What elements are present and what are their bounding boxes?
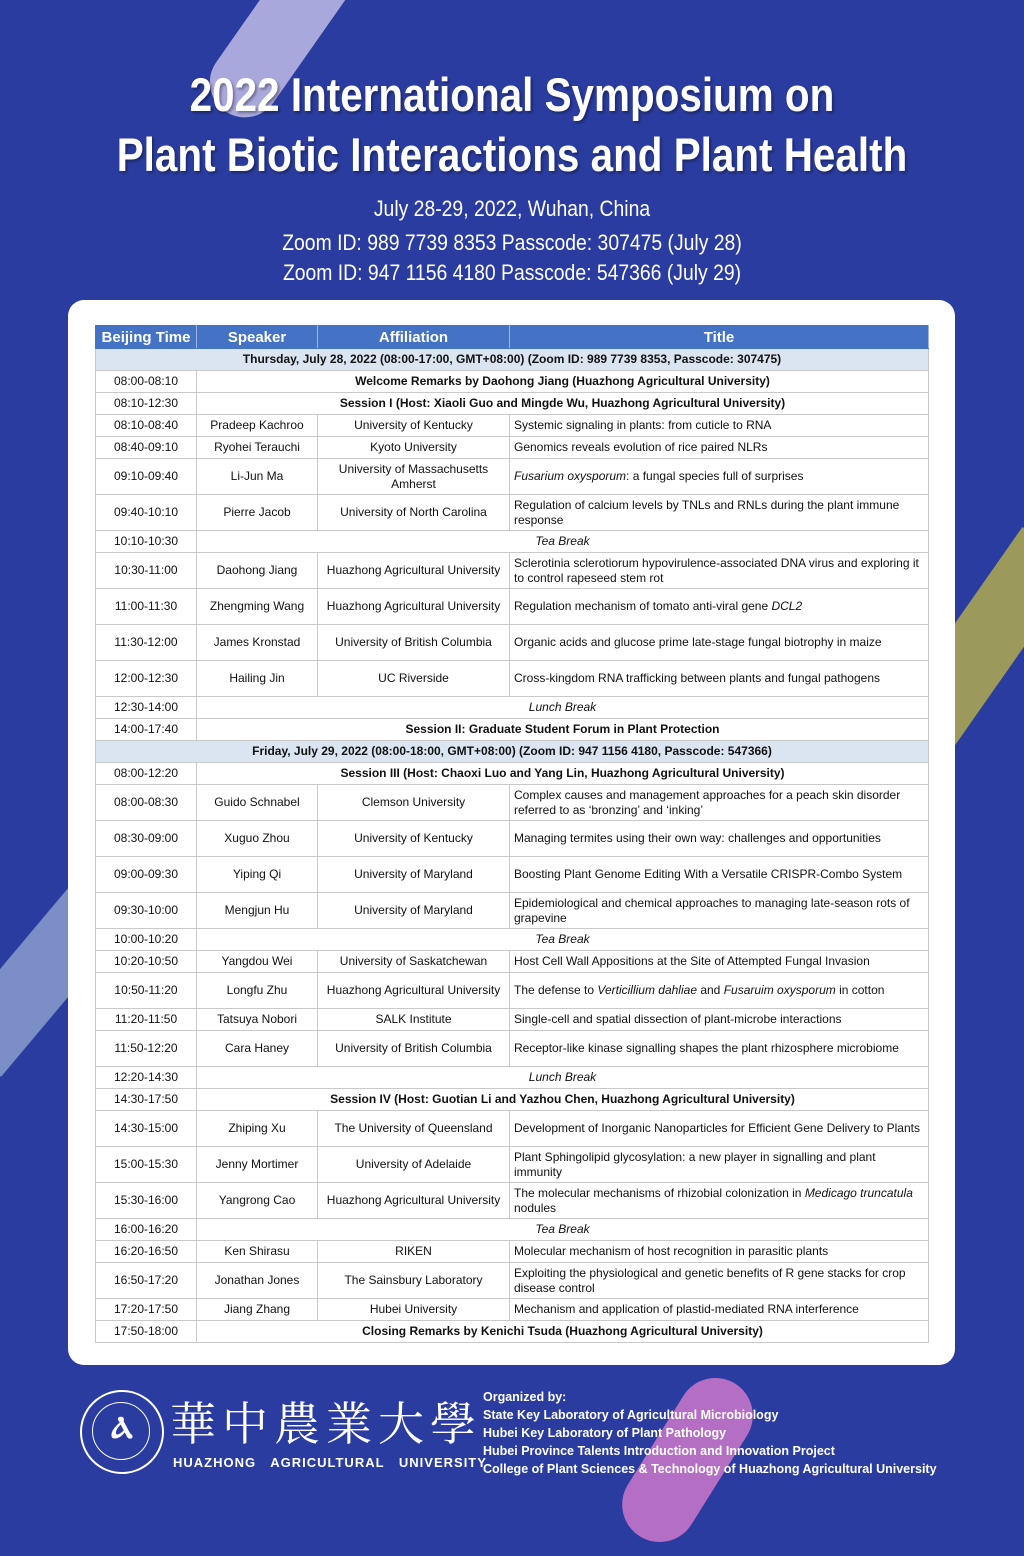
affiliation-cell: The University of Queensland: [318, 1111, 510, 1147]
talk-row: [96, 785, 929, 821]
time-cell: 15:30-16:00: [96, 1183, 197, 1219]
session-label: Session II: Graduate Student Forum in Plant Protection: [197, 719, 929, 741]
time-cell: 11:50-12:20: [96, 1031, 197, 1067]
session-label: Session IV (Host: Guotian Li and Yazhou Chen, Huazhong Agricultural University): [197, 1089, 929, 1111]
title-text: Regulation of calcium levels by TNLs and RNLs during the plant immune response: [514, 497, 900, 527]
title-cell: [510, 625, 929, 661]
time-cell: 10:20-10:50: [96, 951, 197, 973]
title-cell: [510, 589, 929, 625]
time-cell: 08:00-12:20: [96, 763, 197, 785]
talk-row: [96, 951, 929, 973]
speaker-cell: Li-Jun Ma: [197, 459, 318, 495]
column-header-speaker: Speaker: [197, 326, 318, 349]
speaker-cell: Longfu Zhu: [197, 973, 318, 1009]
title-text: Plant Sphingolipid glycosylation: a new player in signalling and plant immunity: [514, 1149, 876, 1179]
title-cell: [510, 1263, 929, 1299]
title-cell: [510, 1147, 929, 1183]
speaker-cell: Yangdou Wei: [197, 951, 318, 973]
session-label: Closing Remarks by Kenichi Tsuda (Huazhong Agricultural University): [197, 1321, 929, 1343]
time-cell: 09:10-09:40: [96, 459, 197, 495]
talk-row: [96, 553, 929, 589]
title-cell: [510, 1299, 929, 1321]
affiliation-cell: UC Riverside: [318, 661, 510, 697]
title-cell: [510, 857, 929, 893]
title-cell: [510, 1111, 929, 1147]
title-cell: [510, 973, 929, 1009]
talk-row: [96, 1299, 929, 1321]
time-cell: 16:50-17:20: [96, 1263, 197, 1299]
session-row: [96, 531, 929, 553]
affiliation-cell: University of Massachusetts Amherst: [318, 459, 510, 495]
time-cell: 11:00-11:30: [96, 589, 197, 625]
organizer: College of Plant Sciences & Technology of Huazhong Agricultural University: [483, 1462, 937, 1476]
session-row: [96, 393, 929, 415]
date-location: July 28-29, 2022, Wuhan, China: [373, 196, 651, 221]
time-cell: 10:10-10:30: [96, 531, 197, 553]
zoom-info-day2: Zoom ID: 947 1156 4180 Passcode: 547366 (July 29): [282, 260, 742, 285]
time-cell: 12:20-14:30: [96, 1067, 197, 1089]
time-cell: 10:30-11:00: [96, 553, 197, 589]
affiliation-cell: University of Maryland: [318, 893, 510, 929]
speaker-cell: Jiang Zhang: [197, 1299, 318, 1321]
affiliation-cell: Kyoto University: [318, 437, 510, 459]
time-cell: 14:30-15:00: [96, 1111, 197, 1147]
session-row: [96, 929, 929, 951]
speaker-cell: Pierre Jacob: [197, 495, 318, 531]
title-cell: [510, 1009, 929, 1031]
day-header-row: [96, 349, 929, 371]
speaker-cell: Zhengming Wang: [197, 589, 318, 625]
affiliation-cell: Hubei University: [318, 1299, 510, 1321]
organized-by-label: Organized by:: [483, 1390, 567, 1404]
session-row: [96, 1219, 929, 1241]
affiliation-cell: Clemson University: [318, 785, 510, 821]
speaker-cell: Tatsuya Nobori: [197, 1009, 318, 1031]
day-header: Thursday, July 28, 2022 (08:00-17:00, GMT+08:00) (Zoom ID: 989 7739 8353, Passcode: 307475): [96, 349, 929, 371]
speaker-cell: Hailing Jin: [197, 661, 318, 697]
affiliation-cell: University of Adelaide: [318, 1147, 510, 1183]
talk-row: [96, 589, 929, 625]
title-text: Mechanism and application of plastid-mediated RNA interference: [514, 1302, 859, 1316]
affiliation-cell: University of British Columbia: [318, 625, 510, 661]
talk-row: [96, 1183, 929, 1219]
speaker-cell: Cara Haney: [197, 1031, 318, 1067]
affiliation-cell: The Sainsbury Laboratory: [318, 1263, 510, 1299]
affiliation-cell: Huazhong Agricultural University: [318, 1183, 510, 1219]
time-cell: 10:50-11:20: [96, 973, 197, 1009]
title-text: Regulation mechanism of tomato anti-viral gene: [514, 599, 772, 613]
title-cell: [510, 459, 929, 495]
time-cell: 08:10-08:40: [96, 415, 197, 437]
talk-row: [96, 821, 929, 857]
title-text: Systemic signaling in plants: from cuticle to RNA: [514, 418, 772, 432]
title-cell: [510, 1183, 929, 1219]
title-text: Complex causes and management approaches for a peach skin disorder referred to as ‘bronzing’ and ‘inking’: [514, 787, 901, 817]
speaker-cell: James Kronstad: [197, 625, 318, 661]
title-line-1: 2022 International Symposium on: [189, 68, 835, 121]
column-header-affiliation: Affiliation: [318, 326, 510, 349]
talk-row: [96, 415, 929, 437]
title-cell: [510, 893, 929, 929]
affiliation-cell: University of Kentucky: [318, 821, 510, 857]
talk-row: [96, 857, 929, 893]
title-text: The defense to: [514, 983, 598, 997]
session-row: [96, 719, 929, 741]
time-cell: 08:00-08:30: [96, 785, 197, 821]
title-text: Cross-kingdom RNA trafficking between plants and fungal pathogens: [514, 671, 880, 685]
session-row: [96, 371, 929, 393]
title-cell: [510, 785, 929, 821]
session-row: [96, 697, 929, 719]
title-text: Molecular mechanism of host recognition in parasitic plants: [514, 1244, 829, 1258]
time-cell: 17:50-18:00: [96, 1321, 197, 1343]
title-cell: [510, 415, 929, 437]
time-cell: 16:20-16:50: [96, 1241, 197, 1263]
session-label: Tea Break: [197, 1219, 929, 1241]
title-italic-text: Medicago truncatula: [804, 1185, 913, 1200]
speaker-cell: Yangrong Cao: [197, 1183, 318, 1219]
organizer: Hubei Key Laboratory of Plant Pathology: [483, 1426, 727, 1440]
session-label: Session III (Host: Chaoxi Luo and Yang Lin, Huazhong Agricultural University): [197, 763, 929, 785]
talk-row: [96, 1241, 929, 1263]
talk-row: [96, 437, 929, 459]
title-italic-text: DCL2: [771, 599, 803, 613]
affiliation-cell: Huazhong Agricultural University: [318, 589, 510, 625]
organizers-block: [483, 1388, 937, 1478]
zoom-info-day1: Zoom ID: 989 7739 8353 Passcode: 307475 (July 28): [282, 230, 742, 255]
title-text: Genomics reveals evolution of rice paired NLRs: [514, 440, 768, 454]
speaker-cell: Jonathan Jones: [197, 1263, 318, 1299]
column-header-title: Title: [510, 326, 929, 349]
title-text: Sclerotinia sclerotiorum hypovirulence-associated DNA virus and exploring it to control rapeseed stem rot: [514, 555, 919, 585]
table-header-row: [96, 326, 929, 349]
affiliation-cell: University of British Columbia: [318, 1031, 510, 1067]
talk-row: [96, 459, 929, 495]
speaker-cell: Ryohei Terauchi: [197, 437, 318, 459]
time-cell: 17:20-17:50: [96, 1299, 197, 1321]
talk-row: [96, 495, 929, 531]
affiliation-cell: University of Kentucky: [318, 415, 510, 437]
day-header: Friday, July 29, 2022 (08:00-18:00, GMT+08:00) (Zoom ID: 947 1156 4180, Passcode: 547366): [96, 741, 929, 763]
speaker-cell: Pradeep Kachroo: [197, 415, 318, 437]
time-cell: 08:10-12:30: [96, 393, 197, 415]
title-text: : a fungal species full of surprises: [626, 469, 804, 483]
speaker-cell: Mengjun Hu: [197, 893, 318, 929]
title-cell: [510, 661, 929, 697]
time-cell: 11:30-12:00: [96, 625, 197, 661]
time-cell: 08:40-09:10: [96, 437, 197, 459]
talk-row: [96, 973, 929, 1009]
title-italic-text: Verticillium dahliae: [597, 983, 697, 997]
title-cell: [510, 1241, 929, 1263]
title-text: Development of Inorganic Nanoparticles for Efficient Gene Delivery to Plants: [514, 1121, 920, 1135]
talk-row: [96, 661, 929, 697]
affiliation-cell: University of North Carolina: [318, 495, 510, 531]
time-cell: 09:00-09:30: [96, 857, 197, 893]
time-cell: 14:30-17:50: [96, 1089, 197, 1111]
time-cell: 09:40-10:10: [96, 495, 197, 531]
time-cell: 08:00-08:10: [96, 371, 197, 393]
time-cell: 14:00-17:40: [96, 719, 197, 741]
affiliation-cell: Huazhong Agricultural University: [318, 553, 510, 589]
talk-row: [96, 1111, 929, 1147]
speaker-cell: Daohong Jiang: [197, 553, 318, 589]
session-row: [96, 1321, 929, 1343]
title-text: Single-cell and spatial dissection of plant-microbe interactions: [514, 1012, 842, 1026]
session-label: Lunch Break: [197, 697, 929, 719]
talk-row: [96, 1031, 929, 1067]
session-label: Tea Break: [197, 531, 929, 553]
time-cell: 12:00-12:30: [96, 661, 197, 697]
column-header-time: Beijing Time: [96, 326, 197, 349]
title-text: Exploiting the physiological and genetic benefits of R gene stacks for crop disease control: [514, 1265, 906, 1295]
title-cell: [510, 951, 929, 973]
affiliation-cell: University of Maryland: [318, 857, 510, 893]
speaker-cell: Guido Schnabel: [197, 785, 318, 821]
university-name-chinese: 華中農業大學: [170, 1397, 482, 1451]
session-label: Tea Break: [197, 929, 929, 951]
organizer: Hubei Province Talents Introduction and Innovation Project: [483, 1444, 835, 1458]
title-text: Organic acids and glucose prime late-stage fungal biotrophy in maize: [514, 635, 882, 649]
title-italic-text: Fusaruim oxysporum: [723, 983, 836, 997]
session-row: [96, 763, 929, 785]
day-header-row: [96, 741, 929, 763]
title-cell: [510, 821, 929, 857]
speaker-cell: Yiping Qi: [197, 857, 318, 893]
time-cell: 10:00-10:20: [96, 929, 197, 951]
schedule-table: [95, 325, 929, 1343]
speaker-cell: Ken Shirasu: [197, 1241, 318, 1263]
title-text: Boosting Plant Genome Editing With a Versatile CRISPR-Combo System: [514, 867, 903, 881]
title-text: in cotton: [835, 983, 885, 997]
session-row: [96, 1089, 929, 1111]
logo-emblem: Ⲁ: [111, 1412, 133, 1445]
speaker-cell: Jenny Mortimer: [197, 1147, 318, 1183]
session-label: Welcome Remarks by Daohong Jiang (Huazhong Agricultural University): [197, 371, 929, 393]
university-name-english: HUAZHONG AGRICULTURAL UNIVERSITY: [173, 1455, 487, 1470]
title-cell: [510, 553, 929, 589]
talk-row: [96, 1009, 929, 1031]
title-text: and: [697, 983, 724, 997]
talk-row: [96, 1147, 929, 1183]
session-label: Lunch Break: [197, 1067, 929, 1089]
time-cell: 15:00-15:30: [96, 1147, 197, 1183]
title-cell: [510, 495, 929, 531]
title-text: Epidemiological and chemical approaches to managing late-season rots of grapevine: [514, 895, 910, 925]
time-cell: 09:30-10:00: [96, 893, 197, 929]
title-italic-text: Fusarium oxysporum: [514, 469, 627, 483]
affiliation-cell: Huazhong Agricultural University: [318, 973, 510, 1009]
speaker-cell: Zhiping Xu: [197, 1111, 318, 1147]
session-row: [96, 1067, 929, 1089]
time-cell: 11:20-11:50: [96, 1009, 197, 1031]
talk-row: [96, 893, 929, 929]
affiliation-cell: University of Saskatchewan: [318, 951, 510, 973]
title-cell: [510, 437, 929, 459]
speaker-cell: Xuguo Zhou: [197, 821, 318, 857]
title-text: Managing termites using their own way: challenges and opportunities: [514, 831, 881, 845]
title-text: Host Cell Wall Appositions at the Site of Attempted Fungal Invasion: [514, 954, 870, 968]
time-cell: 16:00-16:20: [96, 1219, 197, 1241]
title-text: The molecular mechanisms of rhizobial colonization in: [514, 1185, 805, 1200]
time-cell: 12:30-14:00: [96, 697, 197, 719]
university-seal-logo: [80, 1390, 164, 1474]
title-text: nodules: [514, 1200, 557, 1215]
affiliation-cell: RIKEN: [318, 1241, 510, 1263]
title-line-2: Plant Biotic Interactions and Plant Health: [116, 128, 908, 181]
time-cell: 08:30-09:00: [96, 821, 197, 857]
affiliation-cell: SALK Institute: [318, 1009, 510, 1031]
talk-row: [96, 1263, 929, 1299]
title-cell: [510, 1031, 929, 1067]
title-text: Receptor-like kinase signalling shapes the plant rhizosphere microbiome: [514, 1041, 899, 1055]
session-label: Session I (Host: Xiaoli Guo and Mingde Wu, Huazhong Agricultural University): [197, 393, 929, 415]
schedule-card: [68, 300, 955, 1365]
organizer: State Key Laboratory of Agricultural Microbiology: [483, 1408, 779, 1422]
talk-row: [96, 625, 929, 661]
